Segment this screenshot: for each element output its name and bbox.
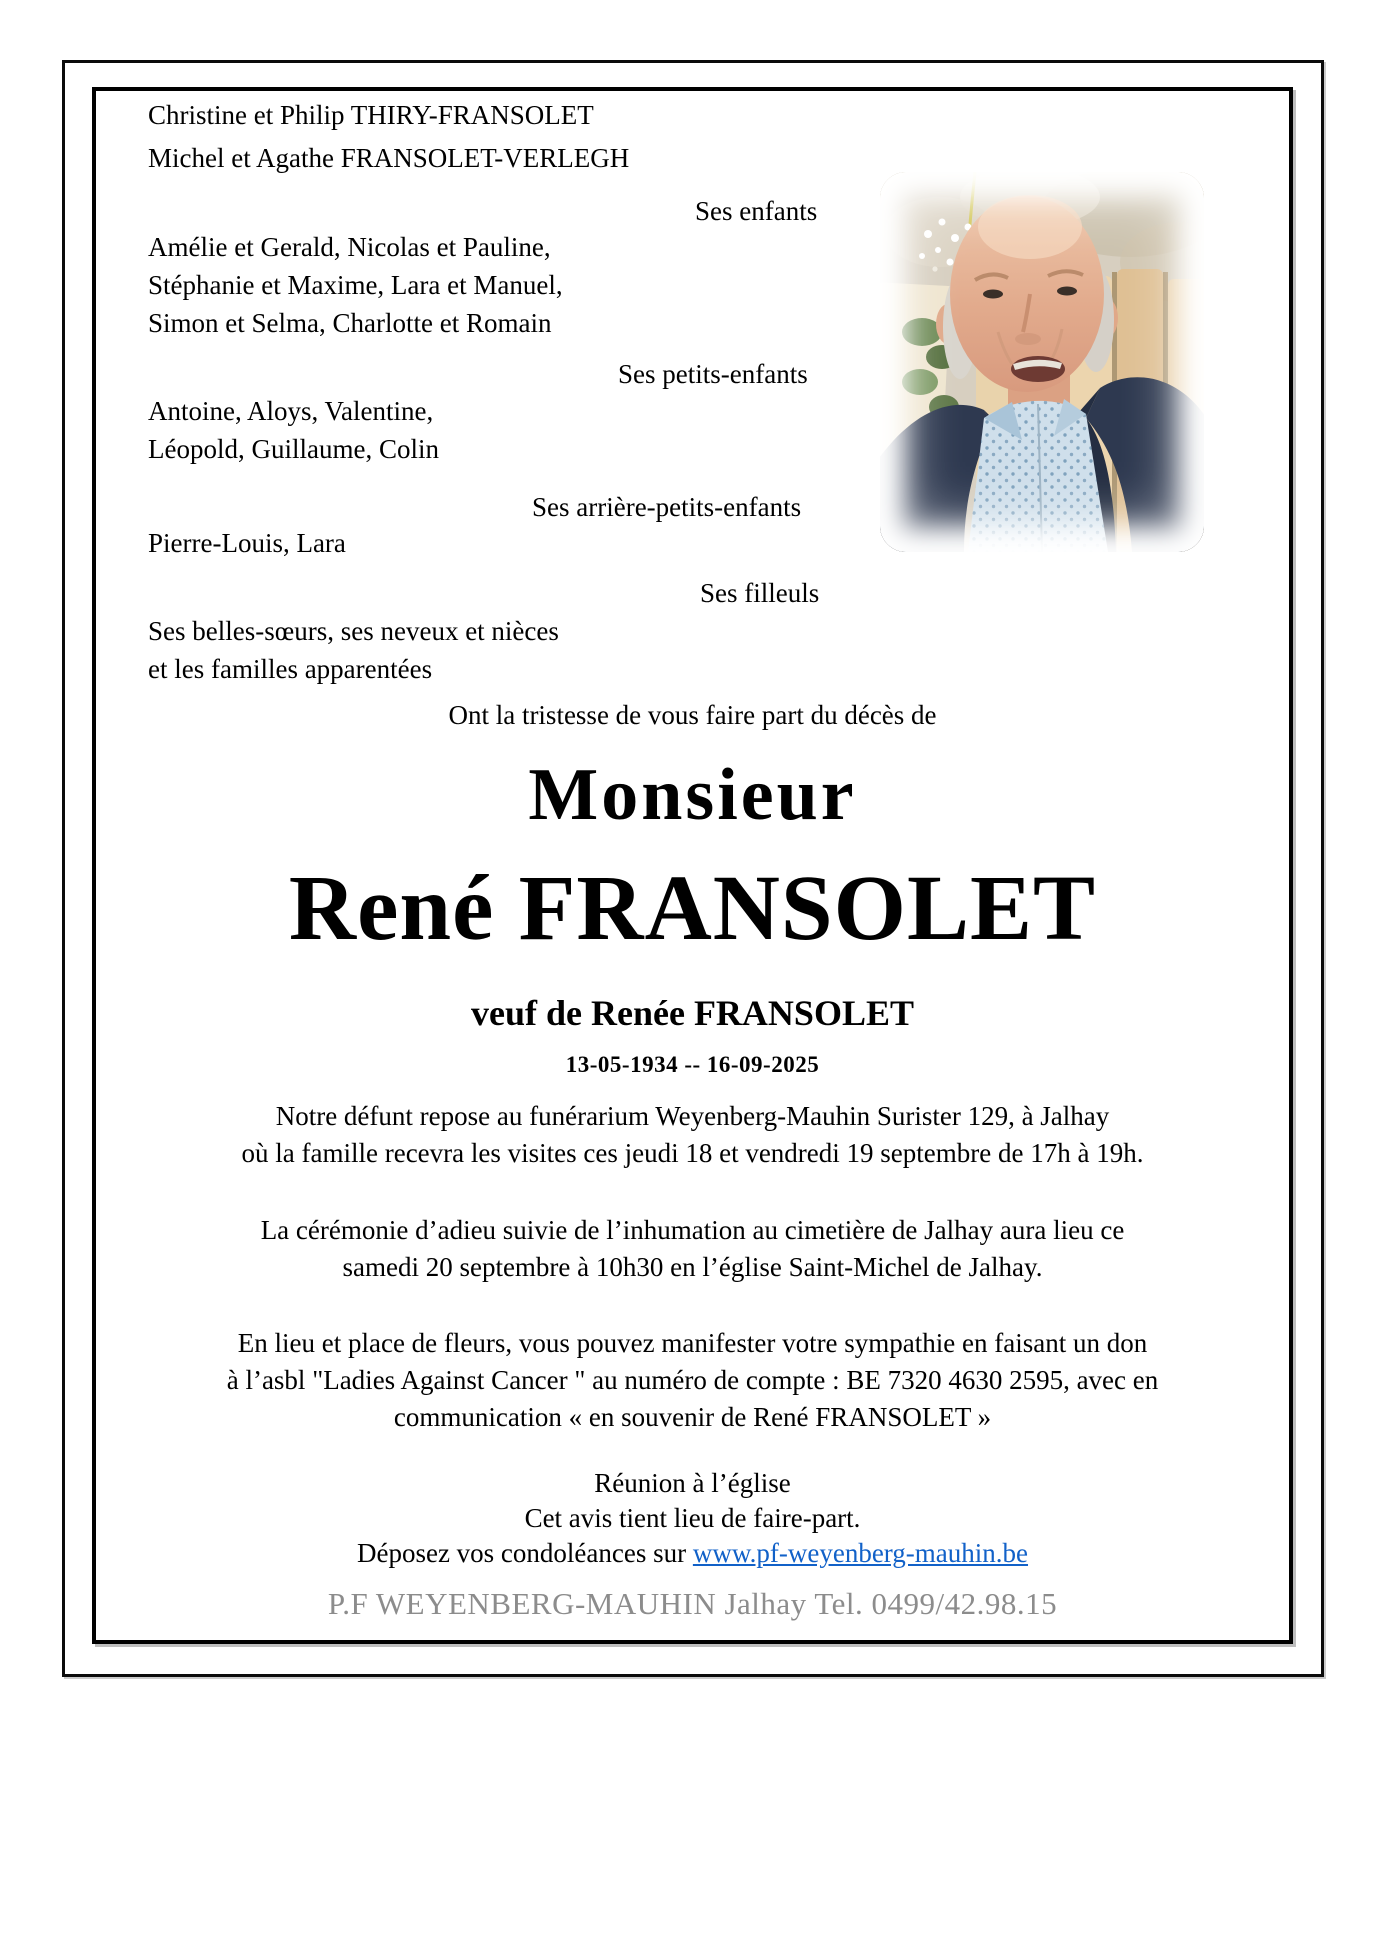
civility-title: Monsieur	[528, 754, 857, 836]
notice-line: Cet avis tient lieu de faire-part.	[524, 1503, 861, 1533]
name-line: Pierre-Louis, Lara	[148, 528, 346, 558]
name-line: Simon et Selma, Charlotte et Romain	[148, 308, 552, 338]
life-dates: 13-05-1934 -- 16-09-2025	[565, 1052, 820, 1077]
meeting-line: Réunion à l’église	[594, 1468, 791, 1498]
name-line: Amélie et Gerald, Nicolas et Pauline,	[148, 232, 551, 262]
deceased-name: René FRANSOLET	[288, 857, 1097, 960]
wake-line: où la famille recevra les visites ces jeudi 18 et vendredi 19 septembre de 17h à 19h.	[241, 1138, 1144, 1168]
name-line: Léopold, Guillaume, Colin	[148, 434, 439, 464]
condolences-prefix: Déposez vos condoléances sur	[356, 1538, 693, 1568]
parent-line: Christine et Philip THIRY-FRANSOLET	[148, 100, 594, 130]
label-godchildren: Ses filleuls	[700, 578, 820, 608]
funeral-home-footer: P.F WEYENBERG-MAUHIN Jalhay Tel. 0499/42.98.15	[327, 1586, 1058, 1621]
label-children: Ses enfants	[695, 196, 818, 226]
relatives-line: Ses belles-sœurs, ses neveux et nièces	[148, 616, 559, 646]
wake-line: Notre défunt repose au funérarium Weyenberg-Mauhin Surister 129, à Jalhay	[275, 1101, 1110, 1131]
condolences-line	[96, 1538, 1289, 1569]
donation-line: à l’asbl "Ladies Against Cancer " au numéro de compte : BE 7320 4630 2595, avec en	[226, 1365, 1159, 1395]
intro-text: Ont la tristesse de vous faire part du décès de	[448, 700, 937, 730]
ceremony-line: La cérémonie d’adieu suivie de l’inhumation au cimetière de Jalhay aura lieu ce	[260, 1215, 1125, 1245]
name-line: Stéphanie et Maxime, Lara et Manuel,	[148, 270, 563, 300]
label-great-grandchildren: Ses arrière-petits-enfants	[532, 492, 802, 522]
parent-line: Michel et Agathe FRANSOLET-VERLEGH	[148, 143, 630, 173]
widower-line: veuf de Renée FRANSOLET	[471, 993, 914, 1033]
label-grandchildren: Ses petits-enfants	[618, 359, 808, 389]
donation-line: En lieu et place de fleurs, vous pouvez manifester votre sympathie en faisant un don	[237, 1328, 1148, 1358]
relatives-line: et les familles apparentées	[148, 654, 433, 684]
donation-line: communication « en souvenir de René FRANSOLET »	[393, 1402, 992, 1432]
grandchildren-names	[148, 392, 439, 468]
condolences-link[interactable]: www.pf-weyenberg-mauhin.be	[692, 1538, 1029, 1568]
name-line: Antoine, Aloys, Valentine,	[148, 396, 434, 426]
relatives-block	[148, 612, 559, 688]
donation-paragraph	[96, 1325, 1289, 1436]
portrait-photo	[880, 172, 1204, 552]
wake-paragraph	[96, 1098, 1289, 1172]
great-grandchildren-names	[148, 524, 346, 562]
parents-block	[148, 94, 629, 180]
children-names	[148, 228, 563, 342]
ceremony-line: samedi 20 septembre à 10h30 en l’église Saint-Michel de Jalhay.	[342, 1252, 1043, 1282]
ceremony-paragraph	[96, 1212, 1289, 1286]
portrait-illustration	[880, 172, 1204, 552]
